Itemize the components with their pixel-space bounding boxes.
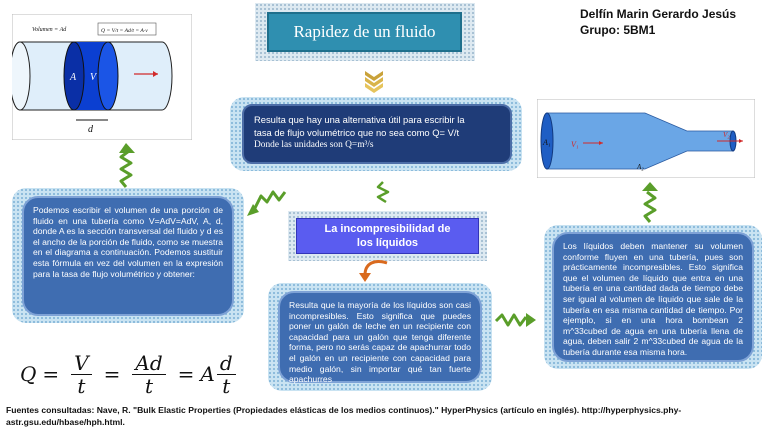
curved-arrow-icon bbox=[357, 257, 391, 283]
narrowing-pipe-diagram bbox=[537, 99, 755, 178]
sources-line-1: Fuentes consultadas: Nave, R. "Bulk Elastic Properties (Propiedades elásticas de los medios continuos)." HyperPhysics (artículo en inglés). http://hyperphysics.phy- bbox=[6, 405, 682, 415]
formula-t2: t bbox=[144, 373, 154, 398]
squiggle-arrow-icon bbox=[494, 310, 538, 332]
page-title: Rapidez de un fluido bbox=[267, 12, 462, 52]
pipe-label-a: A bbox=[70, 72, 77, 83]
label-v1: V₁ bbox=[571, 140, 579, 149]
flow-rate-formula bbox=[20, 348, 242, 400]
incompressibility-explanation-box: Resulta que la mayoría de los líquidos son casi incompresibles. Esto significa que puedes poner un galón de leche en un recipiente con capacidad para un galón que tenga diferente forma, pero no serás capaz de apachurrar todo el galón en un recipiente con capacidad para medio galón, sin importar qué tan fuerte apachurres bbox=[278, 291, 482, 383]
main-box-line-1: Resulta que hay una alternativa útil para escribir la bbox=[254, 114, 465, 125]
incompressibility-heading bbox=[296, 218, 479, 254]
label-a2: A₂ bbox=[637, 163, 644, 171]
volume-note: Volumen = Ad bbox=[32, 27, 67, 33]
formula-equals: = bbox=[103, 362, 121, 386]
squiggle-arrow-icon bbox=[372, 180, 394, 208]
volume-explanation-box: Podemos escribir el volumen de una porción de fluido en una tubería como V=AdV=AdV, A, d, donde A es la sección transversal del fluido y d es el ancho de la porción de fluido, como se muestra en el diagrama a continuación. Podemos sustituir esta fórmula en vez del volumen en la expresión para la tasa de flujo volumétrico y obtener: bbox=[22, 196, 234, 316]
formula-fraction-ad-t bbox=[132, 352, 165, 397]
label-v2: V₂ bbox=[723, 131, 730, 139]
formula-equals: = bbox=[177, 362, 195, 386]
formula-fraction-v-t bbox=[71, 352, 91, 397]
pipe-section-diagram bbox=[12, 14, 192, 140]
formula-equals: = bbox=[42, 362, 60, 386]
subtitle-line-1: La incompresibilidad de bbox=[324, 223, 451, 235]
sources-line-2: astr.gsu.edu/hbase/hph.html. bbox=[6, 417, 125, 427]
formula-lhs: Q bbox=[20, 362, 37, 386]
main-box-line-3: Donde las unidades son Q=m³/s bbox=[254, 140, 374, 150]
formula-v: V bbox=[71, 352, 91, 375]
flow-formula-note: Q = V/t = Ad/t = A·v bbox=[101, 28, 148, 34]
subtitle-line-2: los líquidos bbox=[356, 237, 419, 249]
author-block bbox=[580, 6, 736, 38]
author-group: Grupo: 5BM1 bbox=[580, 23, 656, 37]
formula-fraction-d-t bbox=[217, 352, 236, 397]
squiggle-arrow-icon bbox=[245, 186, 289, 222]
squiggle-arrow-icon bbox=[113, 143, 139, 189]
main-definition-box bbox=[242, 104, 512, 164]
main-box-line-2: tasa de flujo volumétrico que no sea como Q= V/t bbox=[254, 127, 460, 138]
formula-ad: Ad bbox=[132, 352, 165, 375]
volume-conservation-box: Los líquidos deben mantener su volumen conforme fluyen en una tubería, pues son prácticamente incompresibles. Esto significa que el volumen de líquido que entra en una tubería en una cantidad dada de tiempo debe ser igual al volumen de líquido que sale de la tubería en esa misma cantidad de tiempo. Por ejemplo, si en una hora bombean 2 m^33cubed de agua en una tubería llena de agua, deben salir 2 m^33cubed de agua de la tubería durante esa misma hora. bbox=[552, 232, 754, 362]
formula-t3: t bbox=[222, 373, 231, 398]
pipe-label-v: V bbox=[90, 72, 97, 83]
formula-a: A bbox=[200, 362, 215, 386]
formula-d: d bbox=[217, 352, 236, 375]
label-a1: A₁ bbox=[543, 138, 551, 147]
author-name: Delfín Marin Gerardo Jesús bbox=[580, 7, 737, 21]
squiggle-arrow-icon bbox=[639, 180, 661, 224]
sources-footer bbox=[6, 404, 766, 428]
pipe-label-d: d bbox=[88, 124, 93, 135]
formula-t1: t bbox=[77, 373, 86, 398]
chevron-down-icon bbox=[363, 69, 385, 93]
